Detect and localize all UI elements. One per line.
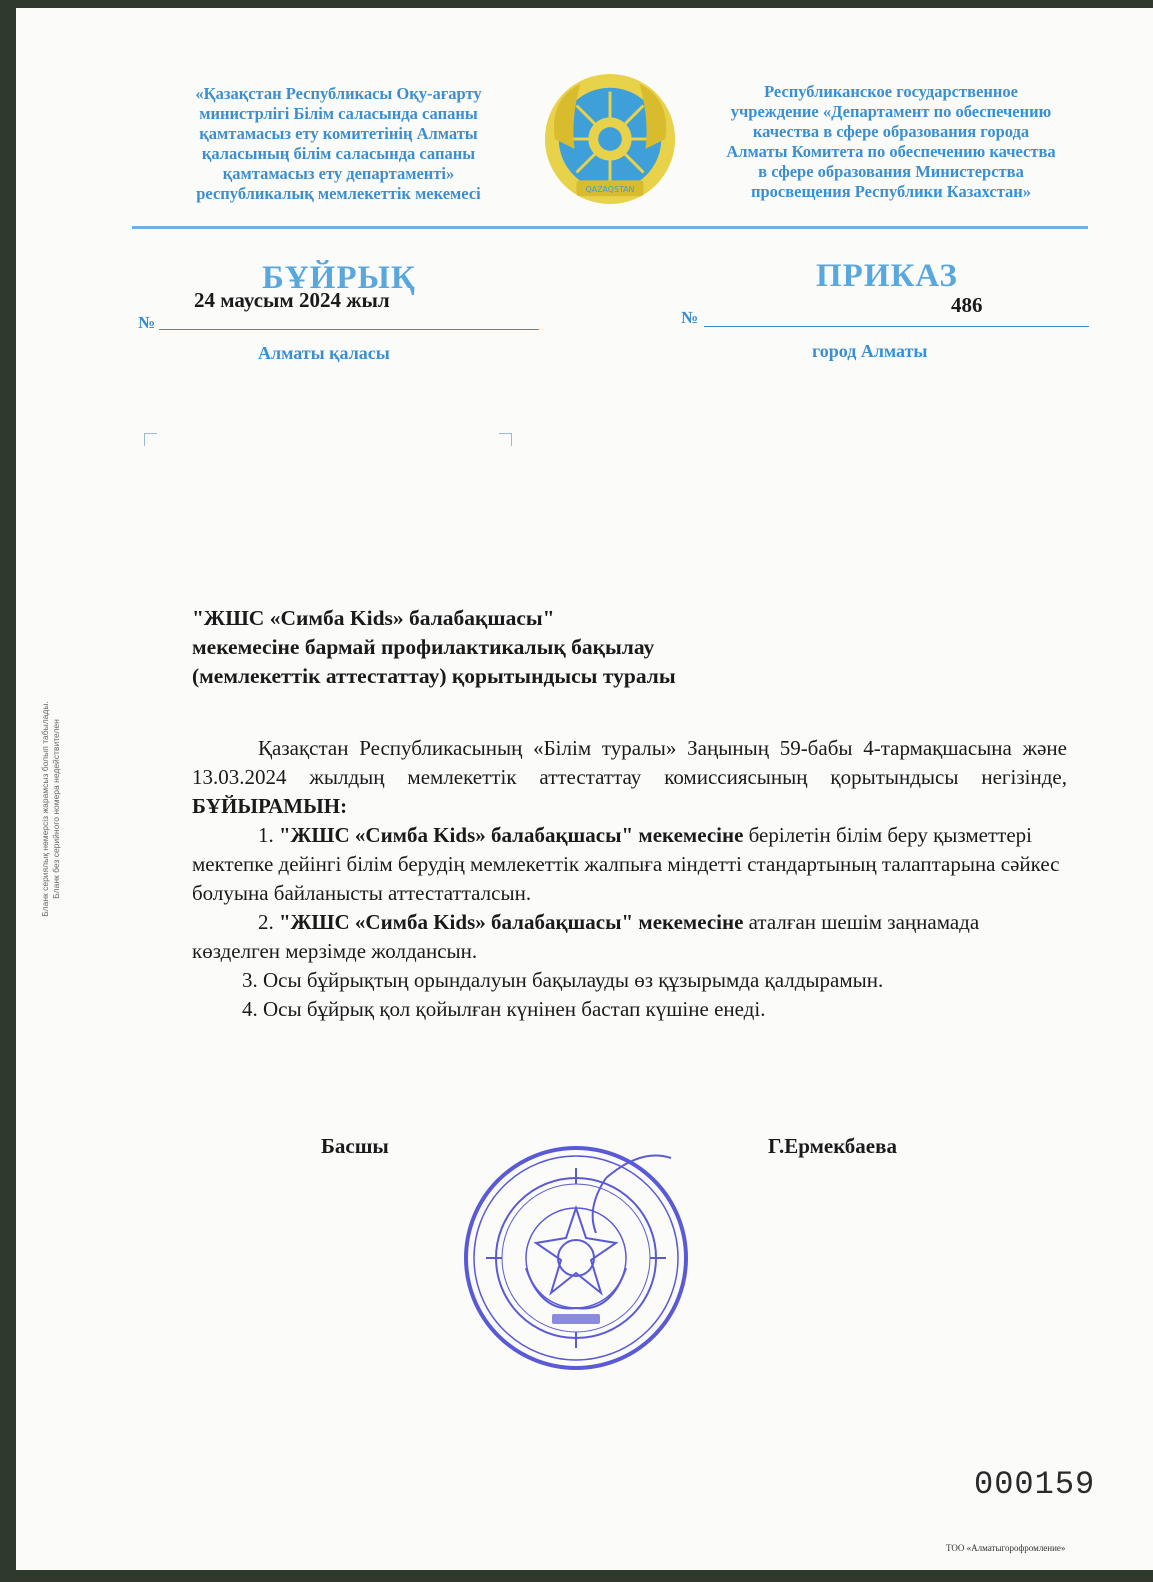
- subject-line: мекемесіне бармай профилактикалық бақылау: [192, 635, 655, 659]
- header-ru-line: в сфере образования Министерства: [758, 162, 1024, 181]
- side-note: [40, 659, 62, 959]
- header-divider: [132, 226, 1088, 229]
- header-ru-line: качества в сфере образования города: [752, 122, 1030, 141]
- serial-number: 000159: [974, 1466, 1096, 1503]
- left-corner-mark: [144, 433, 157, 446]
- order-item-1: [192, 821, 1067, 908]
- order-date: 24 маусым 2024 жыл: [194, 288, 390, 312]
- state-emblem-icon: [541, 70, 679, 208]
- order-body: [192, 734, 1067, 1024]
- header-kz-line: қамтамасыз ету комитетінің Алматы: [199, 124, 478, 143]
- item-text: берілетін білім беру қызметтері мектепке дейінгі білім берудің мемлекеттік жалпыға міндетті стандартының талаптарына сәйкес болуына байланысты аттестатталсын.: [192, 823, 1060, 905]
- city-ru: город Алматы: [812, 341, 928, 361]
- header-ru-line: Алматы Комитета по обеспечению качества: [726, 142, 1056, 161]
- order-item-2: [192, 908, 1067, 966]
- printer-imprint: ТОО «Алматыгорофромление»: [946, 1543, 1066, 1553]
- header-ru: [696, 82, 1086, 202]
- header-ru-line: просвещения Республики Казахстан»: [750, 182, 1032, 201]
- order-title-kz: БҰЙРЫҚ: [262, 260, 416, 296]
- header-kz-line: қамтамасыз ету департаменті»: [222, 164, 455, 183]
- preamble-text: Қазақстан Республикасының «Білім туралы» Заңының 59-бабы 4-тармақшасына және 13.03.2024 жылдың мемлекеттік аттестаттау комиссиясының қорытындысы негізінде,: [192, 736, 1067, 789]
- official-seal-icon: [456, 1138, 696, 1378]
- decree-word: БҰЙЫРАМЫН:: [192, 794, 348, 818]
- signatory-role: Басшы: [321, 1134, 389, 1158]
- preamble-paragraph: [192, 734, 1067, 821]
- order-number: 486: [951, 293, 983, 317]
- side-note-line: Бланк без серийного номера недействителен: [51, 719, 61, 899]
- number-line: [704, 326, 1089, 327]
- date-line: [159, 329, 539, 330]
- item-org-name: "ЖШС «Симба Kids» балабақшасы" мекемесіне: [279, 910, 744, 934]
- header-kz-line: министрлігі Білім саласында сапаны: [199, 104, 478, 123]
- right-corner-mark: [499, 433, 512, 446]
- city-kz: Алматы қаласы: [258, 343, 390, 363]
- subject-line: "ЖШС «Симба Kids» балабақшасы": [192, 606, 555, 630]
- header-ru-line: Республиканское государственное: [764, 82, 1018, 101]
- item-number: 1.: [258, 823, 279, 847]
- signatory-name: Г.Ермекбаева: [768, 1134, 897, 1158]
- header-kz-line: республикалық мемлекеттік мекемесі: [196, 184, 481, 203]
- subject-line: (мемлекеттік аттестаттау) қорытындысы туралы: [192, 664, 676, 688]
- header-ru-line: учреждение «Департамент по обеспечению: [730, 102, 1052, 121]
- emblem-caption: QAZAQSTAN: [585, 185, 635, 195]
- order-title-ru: ПРИКАЗ: [816, 258, 958, 294]
- document-page: [16, 8, 1153, 1570]
- header-kz-line: қаласының білім саласында сапаны: [201, 144, 476, 163]
- item-number: 2.: [258, 910, 279, 934]
- item-text: аталған шешім заңнамада көзделген мерзімде жолдансын.: [192, 910, 980, 963]
- order-subject: [192, 604, 812, 691]
- header-kz: [166, 84, 511, 204]
- side-note-line: Бланк сериялық нөмерсіз жарамсыз болып табылады.: [40, 701, 50, 917]
- item-org-name: "ЖШС «Симба Kids» балабақшасы" мекемесіне: [279, 823, 744, 847]
- order-item-4: 4. Осы бұйрық қол қойылған күнінен бастап күшіне енеді.: [242, 997, 766, 1021]
- number-sign-ru: №: [681, 308, 699, 327]
- order-item-3: 3. Осы бұйрықтың орындалуын бақылауды өз құзырымда қалдырамын.: [242, 968, 884, 992]
- number-sign-kz: №: [138, 313, 156, 332]
- header-kz-line: «Қазақстан Республикасы Оқу-ағарту: [195, 84, 482, 103]
